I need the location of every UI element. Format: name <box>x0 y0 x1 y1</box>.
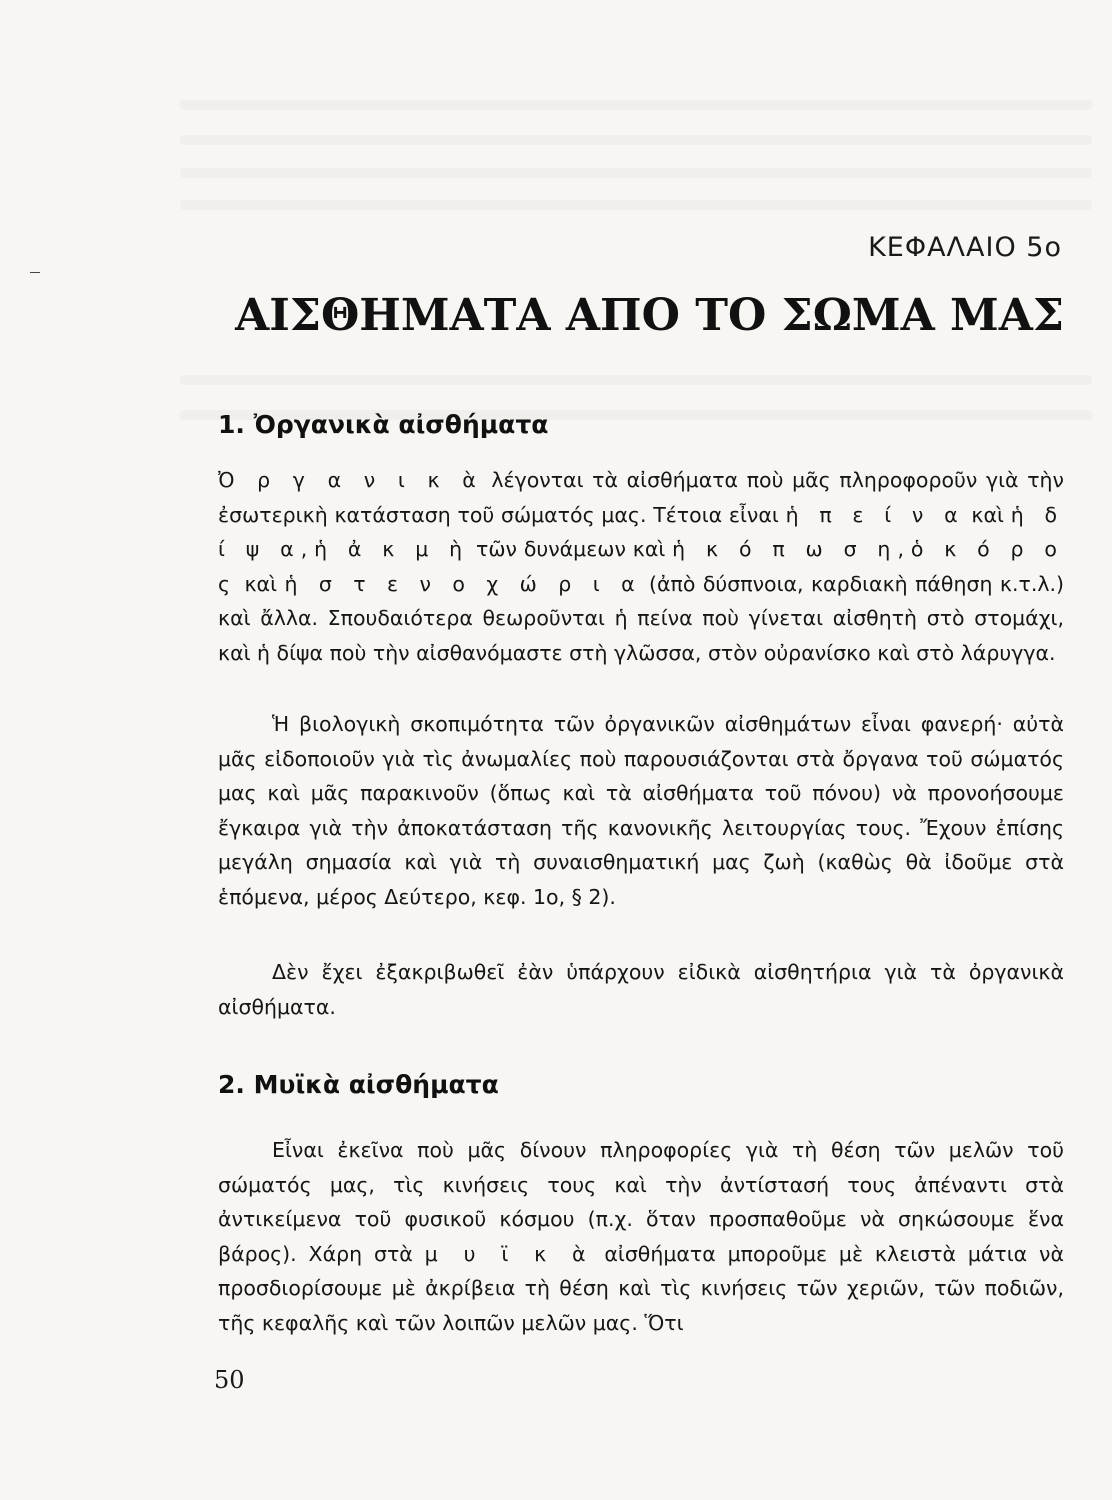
text-run: , <box>897 537 911 561</box>
emphasis-term: ἡ ἀ κ μ ὴ <box>314 537 470 561</box>
emphasis-term: ἡ δ ί ψ α <box>218 502 1064 561</box>
emphasis-term: ὁ κ ό ρ ο ς <box>218 537 1064 596</box>
text-run: καὶ <box>964 502 1011 527</box>
chapter-title: ΑΙΣΘΗΜΑΤΑ ΑΠΟ ΤΟ ΣΩΜΑ ΜΑΣ <box>235 290 1064 341</box>
bleed-through-texture <box>180 135 1092 145</box>
bleed-through-texture <box>180 168 1092 178</box>
text-run: αἰσθήματα μποροῦμε μὲ κλειστὰ μάτια νὰ προσδιορίσουμε μὲ ἀκρίβεια τὴ θέση καὶ τὶς κινήσεις τῶν χεριῶν, τῶν ποδιῶν, τῆς κεφαλῆς καὶ τῶν λοιπῶν μελῶν μας. Ὅτι <box>218 1241 1064 1335</box>
margin-mark <box>30 272 40 273</box>
bleed-through-texture <box>180 100 1092 110</box>
bleed-through-texture <box>180 375 1092 385</box>
text-run: , <box>300 537 315 561</box>
text-run: (ἀπὸ δύσπνοια, καρδιακὴ πάθηση κ.τ.λ.) καὶ ἄλλα. Σπουδαιότερα θεωροῦνται ἡ πείνα ποὺ γίνεται αἰσθητὴ στὸ στομάχι, καὶ ἡ δίψα ποὺ τὴν αἰσθανόμαστε στὴ γλῶσσα, στὸν οὐρανίσκο καὶ στὸ λάρυγγα. <box>218 571 1064 665</box>
section-heading-organic: 1. Ὀργανικὰ αἰσθήματα <box>218 410 549 439</box>
emphasis-term: ἡ κ ό π ω σ η <box>672 537 898 561</box>
emphasis-term: Ὀ ρ γ α ν ι κ ὰ <box>218 468 483 492</box>
paragraph-muscular-definition <box>218 1133 1064 1340</box>
chapter-label: ΚΕΦΑΛΑΙΟ 5ο <box>868 232 1062 263</box>
paragraph-biological-purpose: Ἡ βιολογικὴ σκοπιμότητα τῶν ὀργανικῶν αἰσθημάτων εἶναι φανερή· αὐτὰ μᾶς εἰδοποιοῦν γιὰ τὶς ἀνωμαλίες ποὺ παρουσιάζονται στὰ ὄργανα τοῦ σώματός μας καὶ μᾶς παρακινοῦν (ὅπως καὶ τὰ αἰσθήματα τοῦ πόνου) νὰ προνοήσουμε ἔγκαιρα γιὰ τὴν ἀποκατάσταση τῆς κανονικῆς λειτουργίας τους. Ἔχουν ἐπίσης μεγάλη σημασία καὶ γιὰ τὴ συναισθηματική μας ζωὴ (καθὼς θὰ ἰδοῦμε στὰ ἑπόμενα, μέρος Δεύτερο, κεφ. 1ο, § 2). <box>218 712 1064 909</box>
bleed-through-texture <box>180 200 1092 210</box>
emphasis-term: μ υ ϊ κ ὰ <box>424 1241 593 1266</box>
page-number: 50 <box>214 1366 245 1394</box>
text-run: καὶ <box>237 571 285 596</box>
text-run: τῶν δυνάμεων καὶ <box>469 537 673 561</box>
emphasis-term: ἡ σ τ ε ν ο χ ώ ρ ι α <box>284 571 642 596</box>
section-heading-muscular: 2. Μυϊκὰ αἰσθήματα <box>218 1070 499 1099</box>
text-run: λέγονται τὰ αἰσθήματα ποὺ μᾶς πληροφοροῦν γιὰ τὴν ἐσωτερικὴ κατάσταση τοῦ σώματός μας. Τέτοια εἶναι <box>218 468 1064 527</box>
emphasis-term: ἡ π ε ί ν α <box>785 502 965 527</box>
paragraph-organic-definition <box>218 463 1064 670</box>
text-run: Εἶναι ἐκεῖνα ποὺ μᾶς δίνουν πληροφορίες γιὰ τὴ θέση τῶν μελῶν τοῦ σώματός μας, τὶς κινήσεις τους καὶ τὴν ἀντίστασή τους ἀπέναντι στὰ ἀντικείμενα τοῦ φυσικοῦ κόσμου (π.χ. ὅταν προσπαθοῦμε νὰ σηκώσουμε ἕνα βάρος). Χάρη στὰ <box>218 1138 1064 1266</box>
paragraph-receptors: Δὲν ἔχει ἐξακριβωθεῖ ἐὰν ὑπάρχουν εἰδικὰ αἰσθητήρια γιὰ τὰ ὀργανικὰ αἰσθήματα. <box>218 960 1064 1019</box>
